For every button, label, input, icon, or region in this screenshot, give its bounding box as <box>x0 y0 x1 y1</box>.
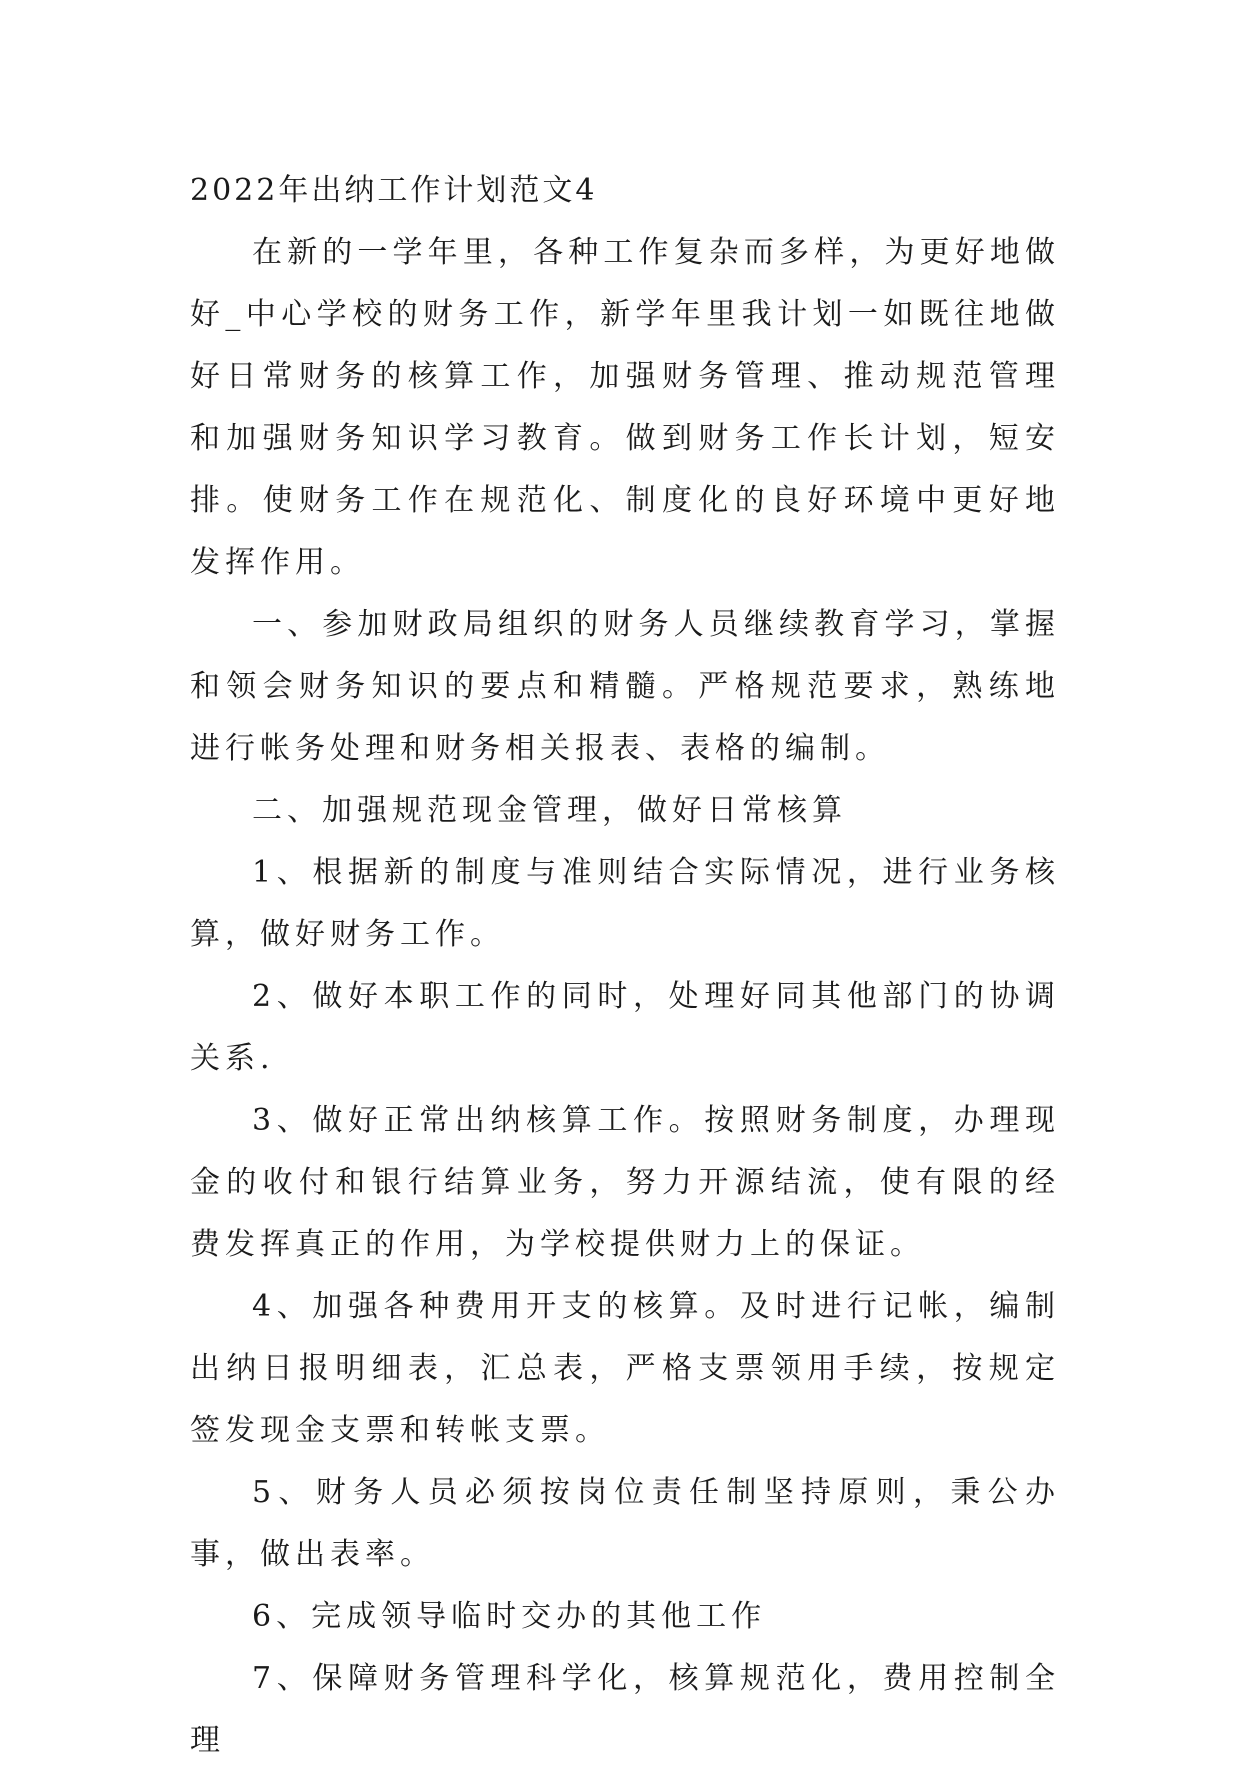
paragraph-item-4: 4、加强各种费用开支的核算。及时进行记帐，编制出纳日报明细表，汇总表，严格支票领用手续，按规定签发现金支票和转帐支票。 <box>190 1289 1060 1448</box>
document-title: 2022年出纳工作计划范文4 <box>190 173 598 208</box>
paragraph-section-1: 一、参加财政局组织的财务人员继续教育学习，掌握和领会财务知识的要点和精髓。严格规范要求，熟练地进行帐务处理和财务相关报表、表格的编制。 <box>190 607 1060 766</box>
paragraph-item-7: 7、保障财务管理科学化，核算规范化，费用控制全理 <box>190 1661 1060 1758</box>
paragraph-intro: 在新的一学年里，各种工作复杂而多样，为更好地做好_中心学校的财务工作，新学年里我计划一如既往地做好日常财务的核算工作，加强财务管理、推动规范管理和加强财务知识学习教育。做到财务工作长计划，短安排。使财务工作在规范化、制度化的良好环境中更好地发挥作用。 <box>190 235 1060 580</box>
paragraph-item-1: 1、根据新的制度与准则结合实际情况，进行业务核算，做好财务工作。 <box>190 855 1060 952</box>
paragraph-item-5: 5、财务人员必须按岗位责任制坚持原则，秉公办事，做出表率。 <box>190 1475 1060 1572</box>
paragraph-item-6: 6、完成领导临时交办的其他工作 <box>252 1599 767 1634</box>
document-body <box>190 160 1060 1772</box>
paragraph-item-2: 2、做好本职工作的同时，处理好同其他部门的协调关系. <box>190 979 1060 1076</box>
paragraph-item-3: 3、做好正常出纳核算工作。按照财务制度，办理现金的收付和银行结算业务，努力开源结流，使有限的经费发挥真正的作用，为学校提供财力上的保证。 <box>190 1103 1060 1262</box>
paragraph-section-2-heading: 二、加强规范现金管理，做好日常核算 <box>252 793 847 828</box>
